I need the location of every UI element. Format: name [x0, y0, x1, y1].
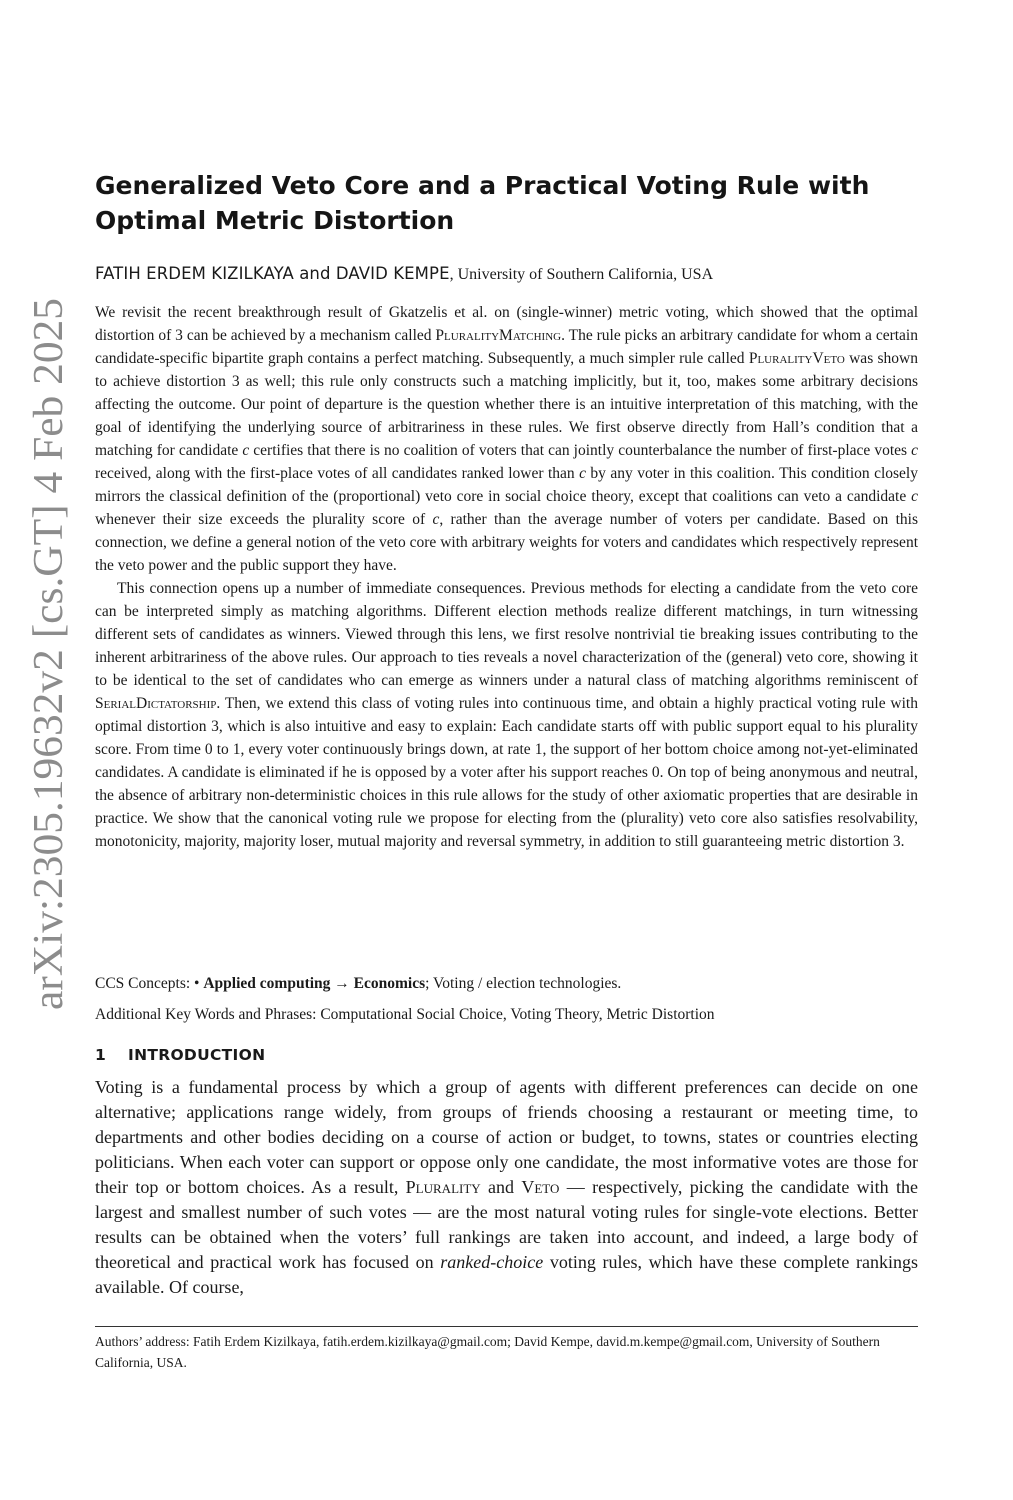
rule-name: PluralityMatching	[435, 327, 562, 344]
paper-title: Generalized Veto Core and a Practical Voting Rule with Optimal Metric Distortion	[95, 171, 870, 235]
arxiv-identifier: arXiv:2305.19632v2 [cs.GT] 4 Feb 2025	[26, 321, 72, 1010]
footnote-divider	[95, 1326, 918, 1327]
keywords: Additional Key Words and Phrases: Computational Social Choice, Voting Theory, Metric Distortion	[95, 1006, 715, 1023]
arxiv-sidebar-stamp	[12, 298, 80, 1010]
abstract	[95, 301, 918, 853]
section-number: 1	[95, 1046, 107, 1064]
section-heading	[95, 1043, 265, 1067]
emphasis: ranked-choice	[440, 1252, 544, 1272]
author-affiliation: , University of Southern California, USA	[449, 266, 714, 283]
author-names: FATIH ERDEM KIZILKAYA and DAVID KEMPE	[95, 264, 450, 283]
author-address-footnote: Authors’ address: Fatih Erdem Kizilkaya, fatih.erdem.kizilkaya@gmail.com; David Kempe, david.m.kempe@gmail.com, University of Southern California, USA.	[95, 1334, 880, 1370]
arrow-icon: →	[334, 975, 350, 992]
math-variable: c	[242, 442, 250, 459]
rule-name: Plurality	[405, 1177, 481, 1197]
math-variable: c	[911, 442, 918, 459]
abstract-paragraph-1: We revisit the recent breakthrough result of Gkatzelis et al. on (single-winner) metric voting, which showed that the optimal distortion of 3 can be achieved by a mechanism called PluralityMatching. The rule picks an arbitrary candidate for whom a certain candidate-specific bipartite graph contains a perfect matching. Subsequently, a much simpler rule called PluralityVeto was shown to achieve distortion 3 as well; this rule only constructs such a matching implicitly, but it, too, makes some arbitrary decisions affecting the outcome. Our point of departure is the question whether there is an intuitive interpretation of this matching, with the goal of identifying the underlying source of arbitrariness in these rules. We first observe directly from Hall’s condition that a matching for candidate c certifies that there is no coalition of voters that can jointly counterbalance the number of first-place votes c received, along with the first-place votes of all candidates ranked lower than c by any voter in this coalition. This condition closely mirrors the classical definition of the (proportional) veto core in social choice theory, except that coalitions can veto a candidate c whenever their size exceeds the plurality score of c, rather than the average number of voters per candidate. Based on this connection, we define a general notion of the veto core with arbitrary weights for voters and candidates which respectively represent the veto power and the public support they have.	[95, 304, 918, 574]
section-title: INTRODUCTION	[128, 1046, 266, 1064]
rule-name: SerialDictatorship	[95, 695, 217, 712]
abstract-paragraph-2: This connection opens up a number of immediate consequences. Previous methods for electing a candidate from the veto core can be interpreted simply as matching algorithms. Different election methods realize different matchings, in turn witnessing different sets of candidates as winners. Viewed through this lens, we first resolve nontrivial tie breaking issues contributing to the inherent arbitrariness of the above rules. Our approach to ties reveals a novel characterization of the (general) veto core, showing it to be identical to the set of candidates who can emerge as winners under a natural class of matching algorithms reminiscent of SerialDictatorship. Then, we extend this class of voting rules into continuous time, and obtain a highly practical voting rule with optimal distortion 3, which is also intuitive and easy to explain: Each candidate starts off with public support equal to his plurality score. From time 0 to 1, every voter continuously brings down, at rate 1, the support of her bottom choice among not-yet-eliminated candidates. A candidate is eliminated if he is opposed by a voter after his support reaches 0. On top of being anonymous and neutral, the absence of arbitrary non-deterministic choices in this rule allows for the study of other axiomatic properties that are desirable in practice. We show that the canonical voting rule we propose for electing from the (plurality) veto core also satisfies resolvability, monotonicity, majority, majority loser, mutual majority and reversal symmetry, in addition to still guaranteeing metric distortion 3.	[95, 580, 918, 850]
ccs-term: Applied computing	[203, 975, 331, 992]
ccs-term: Economics	[353, 975, 426, 992]
ccs-concepts: CCS Concepts: • Applied computing → Economics; Voting / election technologies.	[95, 975, 622, 992]
rule-name: PluralityVeto	[748, 350, 845, 367]
author-line	[95, 262, 925, 287]
introduction-paragraph: Voting is a fundamental process by which a group of agents with different preferences can decide on one alternative; applications range widely, from groups of friends choosing a restaurant or meeting time, to departments and other bodies deciding on a course of action or budget, to towns, states or countries electing politicians. When each voter can support or oppose only one candidate, the most informative votes are those for their top or bottom choices. As a result, Plurality and Veto — respectively, picking the candidate with the largest and smallest number of such votes — are the most natural voting rules for single-vote elections. Better results can be obtained when the voters’ full rankings are taken into account, and indeed, a large body of theoretical and practical work has focused on ranked-choice voting rules, which have these complete rankings available. Of course,	[95, 1077, 918, 1297]
math-variable: c	[579, 465, 586, 482]
bullet: •	[194, 975, 200, 992]
rule-name: Veto	[521, 1177, 560, 1197]
math-variable: c	[911, 488, 918, 505]
math-variable: c	[432, 511, 440, 528]
